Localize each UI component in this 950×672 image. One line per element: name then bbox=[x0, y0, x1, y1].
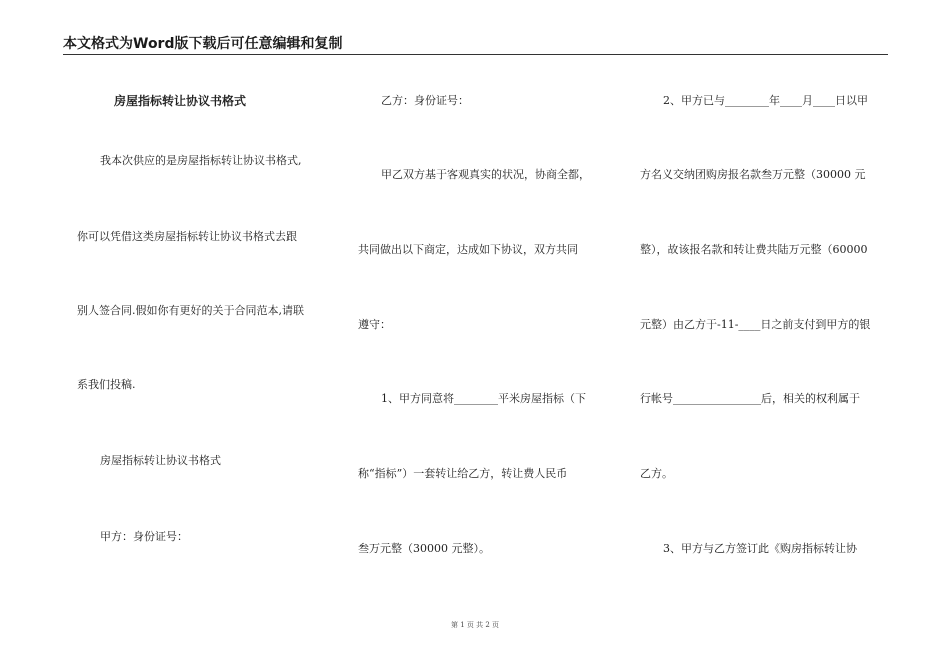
paragraph-line: 方名义交纳团购房报名款叁万元整（30000 元 bbox=[640, 168, 866, 181]
paragraph-line: 行帐号________________后，相关的权利属于 bbox=[640, 392, 860, 405]
document-title: 房屋指标转让协议书格式 bbox=[114, 94, 247, 108]
page-number: 第 1 页 共 2 页 bbox=[450, 621, 500, 629]
party-a-line: 甲方：身份证号： bbox=[100, 530, 188, 543]
paragraph-line: 别人签合同.假如你有更好的关于合同范本,请联 bbox=[77, 304, 304, 317]
paragraph-line: 整），故该报名款和转让费共陆万元整（60000 bbox=[640, 243, 868, 256]
paragraph-line: 称“指标”）一套转让给乙方，转让费人民币 bbox=[358, 467, 568, 480]
section-heading: 房屋指标转让协议书格式 bbox=[100, 454, 221, 467]
party-b-line: 乙方：身份证号： bbox=[381, 94, 469, 107]
document-banner: 本文格式为Word版下载后可任意编辑和复制 bbox=[63, 36, 343, 52]
paragraph-line: 甲乙双方基于客观真实的状况，协商全都， bbox=[381, 168, 590, 181]
paragraph-line: 系我们投稿. bbox=[77, 378, 136, 391]
paragraph-line: 遵守： bbox=[358, 318, 391, 331]
paragraph-line: 元整）由乙方于-11-____日之前支付到甲方的银 bbox=[640, 318, 871, 331]
header-divider bbox=[63, 54, 888, 55]
clause-3-line: 3、甲方与乙方签订此《购房指标转让协 bbox=[663, 542, 857, 555]
paragraph-line: 共同做出以下商定，达成如下协议，双方共同 bbox=[358, 243, 578, 256]
clause-2-line: 2、甲方已与________年____月____日以甲 bbox=[663, 94, 868, 107]
clause-1-line: 1、甲方同意将________平米房屋指标（下 bbox=[381, 392, 586, 405]
paragraph-line: 我本次供应的是房屋指标转让协议书格式, bbox=[100, 154, 302, 167]
paragraph-line: 叁万元整（30000 元整）。 bbox=[358, 542, 490, 555]
paragraph-line: 你可以凭借这类房屋指标转让协议书格式去跟 bbox=[77, 230, 297, 243]
paragraph-line: 乙方。 bbox=[640, 467, 673, 480]
